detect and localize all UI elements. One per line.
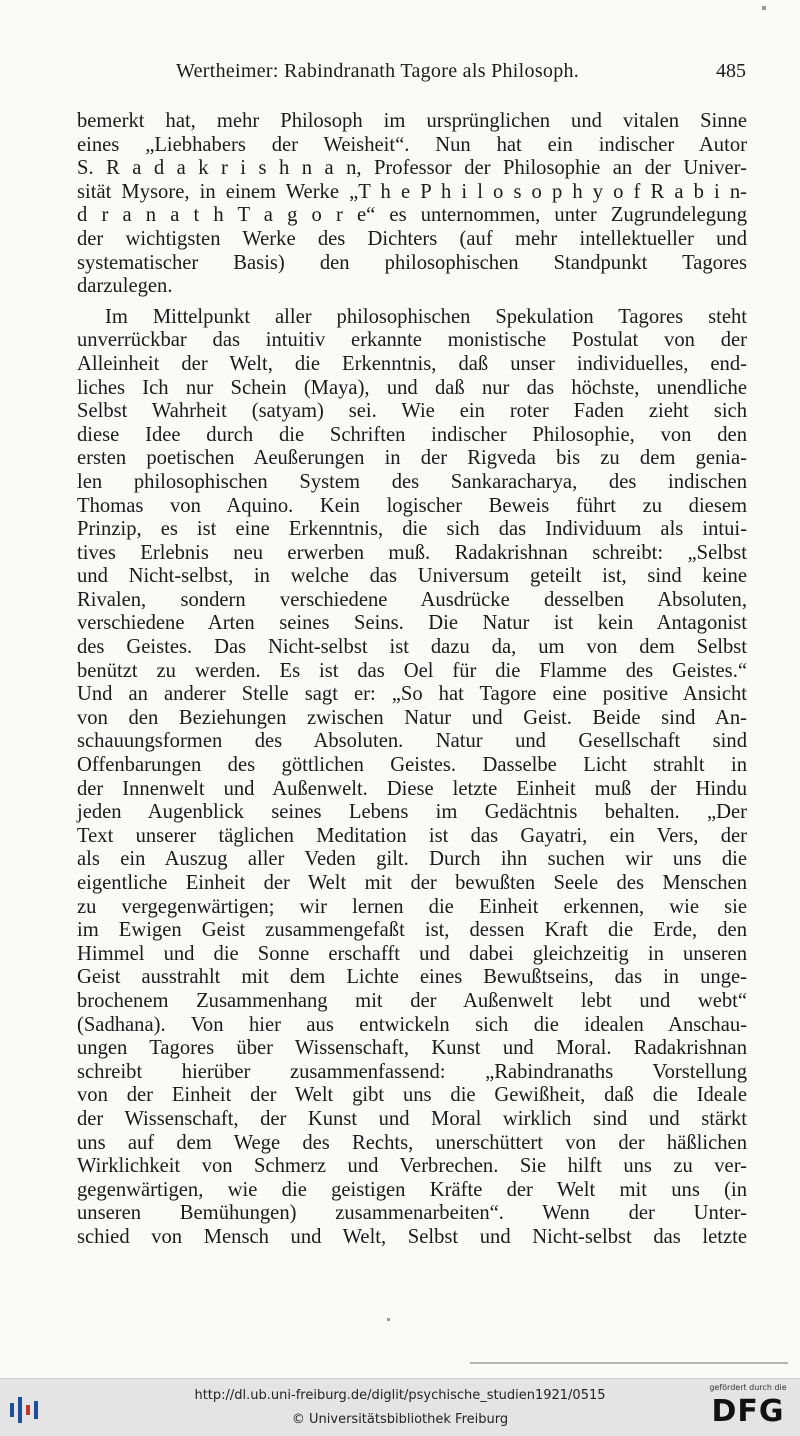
text-line: ungen Tagores über Wissenschaft, Kunst und Moral. Radakrishnan (77, 1037, 747, 1060)
text-line: d r a n a t h T a g o r e“ es unternommen, unter Zugrundelegung (77, 204, 747, 227)
text-line: Geist ausstrahlt mit dem Lichte eines Bewußtseins, das in unge- (77, 966, 747, 989)
text-line: von den Beziehungen zwischen Natur und Geist. Beide sind An- (77, 706, 747, 729)
body-text (77, 110, 747, 1250)
text-line: der Wissenschaft, der Kunst und Moral wirklich sind und stärkt (77, 1107, 747, 1130)
text-line: Thomas von Aquino. Kein logischer Beweis führt zu diesem (77, 494, 747, 517)
paragraph-2 (77, 306, 747, 1250)
text-line: unverrückbar das intuitiv erkannte monistische Postulat von der (77, 329, 747, 352)
text-line: schied von Mensch und Welt, Selbst und Nicht-selbst das letzte (77, 1225, 747, 1248)
viewer-footer (0, 1378, 800, 1436)
text-line: Im Mittelpunkt aller philosophischen Spekulation Tagores steht (105, 305, 747, 328)
dfg-logo[interactable] (704, 1383, 792, 1433)
running-head: Wertheimer: Rabindranath Tagore als Philosoph. (176, 60, 580, 82)
copyright-notice: © Universitätsbibliothek Freiburg (291, 1412, 509, 1427)
dfg-caption: gefördert durch die (709, 1383, 787, 1392)
text-line: Selbst Wahrheit (satyam) sei. Wie ein roter Faden zieht sich (77, 400, 747, 423)
text-line: liches Ich nur Schein (Maya), und daß nur das höchste, unendliche (77, 376, 747, 399)
page-header (0, 58, 800, 88)
text-line: schreibt hierüber zusammenfassend: „Rabindranaths Vorstellung (77, 1060, 747, 1083)
text-line: S. R a d a k r i s h n a n, Professor der Philosophie an der Univer- (77, 157, 747, 180)
text-line: als ein Auszug aller Veden gilt. Durch ihn suchen wir uns die (77, 848, 747, 871)
text-line: schauungsformen des Absoluten. Natur und Gesellschaft sind (77, 730, 747, 753)
text-line: im Ewigen Geist zusammengefaßt ist, dessen Kraft die Erde, den (77, 919, 747, 942)
text-line: der wichtigsten Werke des Dichters (auf mehr intellektueller und (77, 227, 747, 250)
text-line: systematischer Basis) den philosophischen Standpunkt Tagores (77, 251, 747, 274)
text-line: des Geistes. Das Nicht-selbst ist dazu da, um von dem Selbst (77, 636, 747, 659)
scan-corner-mark (762, 6, 766, 10)
permalink-url[interactable]: http://dl.ub.uni-freiburg.de/diglit/psychische_studien1921/0515 (194, 1388, 606, 1403)
text-line: (Sadhana). Von hier aus entwickeln sich die idealen Anschau- (77, 1013, 747, 1036)
text-line: Wirklichkeit von Schmerz und Verbrechen. Sie hilft uns zu ver- (77, 1155, 747, 1178)
text-line: Himmel und die Sonne erschafft und dabei gleichzeitig in unseren (77, 942, 747, 965)
page-number: 485 (716, 60, 746, 82)
text-line: Rivalen, sondern verschiedene Ausdrücke desselben Absoluten, (77, 588, 747, 611)
text-line: darzulegen. (77, 275, 173, 298)
text-line: Und an anderer Stelle sagt er: „So hat Tagore eine positive Ansicht (77, 683, 747, 706)
text-line: Offenbarungen des göttlichen Geistes. Dasselbe Licht strahlt in (77, 754, 747, 777)
text-line: brochenem Zusammenhang mit der Außenwelt lebt und webt“ (77, 989, 747, 1012)
text-line: Prinzip, es ist eine Erkenntnis, die sich das Individuum als intui- (77, 518, 747, 541)
text-line: benützt zu werden. Es ist das Oel für die Flamme des Geistes.“ (77, 659, 747, 682)
text-line: von der Einheit der Welt gibt uns die Gewißheit, daß die Ideale (77, 1084, 747, 1107)
text-line: sität Mysore, in einem Werke „T h e P h i l o s o p h y o f R a b i n- (77, 180, 747, 203)
paragraph-1 (77, 110, 747, 299)
text-line: gegenwärtigen, wie die geistigen Kräfte der Welt mit uns (in (77, 1178, 747, 1201)
text-line: ersten poetischen Aeußerungen in der Rigveda bis zu dem genia- (77, 447, 747, 470)
text-line: uns auf dem Wege des Rechts, unerschüttert von der häßlichen (77, 1131, 747, 1154)
text-line: unseren Bemühungen) zusammenarbeiten“. Wenn der Unter- (77, 1202, 747, 1225)
text-line: jeden Augenblick seines Lebens im Gedächtnis behalten. „Der (77, 801, 747, 824)
text-line: diese Idee durch die Schriften indischer Philosophie, von den (77, 423, 747, 446)
text-line: der Innenwelt und Außenwelt. Diese letzte Einheit muß der Hindu (77, 777, 747, 800)
text-line: tives Erlebnis neu erwerben muß. Radakrishnan schreibt: „Selbst (77, 541, 747, 564)
dfg-logo-text: DFG (711, 1394, 785, 1429)
text-line: verschiedene Arten seines Seins. Die Natur ist kein Antagonist (77, 612, 747, 635)
text-line: zu vergegenwärtigen; wir lernen die Einheit erkennen, wie sie (77, 895, 747, 918)
text-line: bemerkt hat, mehr Philosoph im ursprünglichen und vitalen Sinne (77, 110, 747, 132)
text-line: eigentliche Einheit der Welt mit der bewußten Seele des Menschen (77, 872, 747, 894)
scan-edge-line (470, 1362, 788, 1364)
text-line: Alleinheit der Welt, die Erkenntnis, daß unser individuelles, end- (77, 352, 747, 375)
text-line: len philosophischen System des Sankaracharya, des indischen (77, 470, 747, 493)
scan-dot-mark (387, 1318, 390, 1321)
text-line: eines „Liebhabers der Weisheit“. Nun hat ein indischer Autor (77, 133, 747, 156)
text-line: Text unserer täglichen Meditation ist das Gayatri, ein Vers, der (77, 824, 747, 847)
text-line: und Nicht-selbst, in welche das Universum geteilt ist, sind keine (77, 565, 747, 588)
